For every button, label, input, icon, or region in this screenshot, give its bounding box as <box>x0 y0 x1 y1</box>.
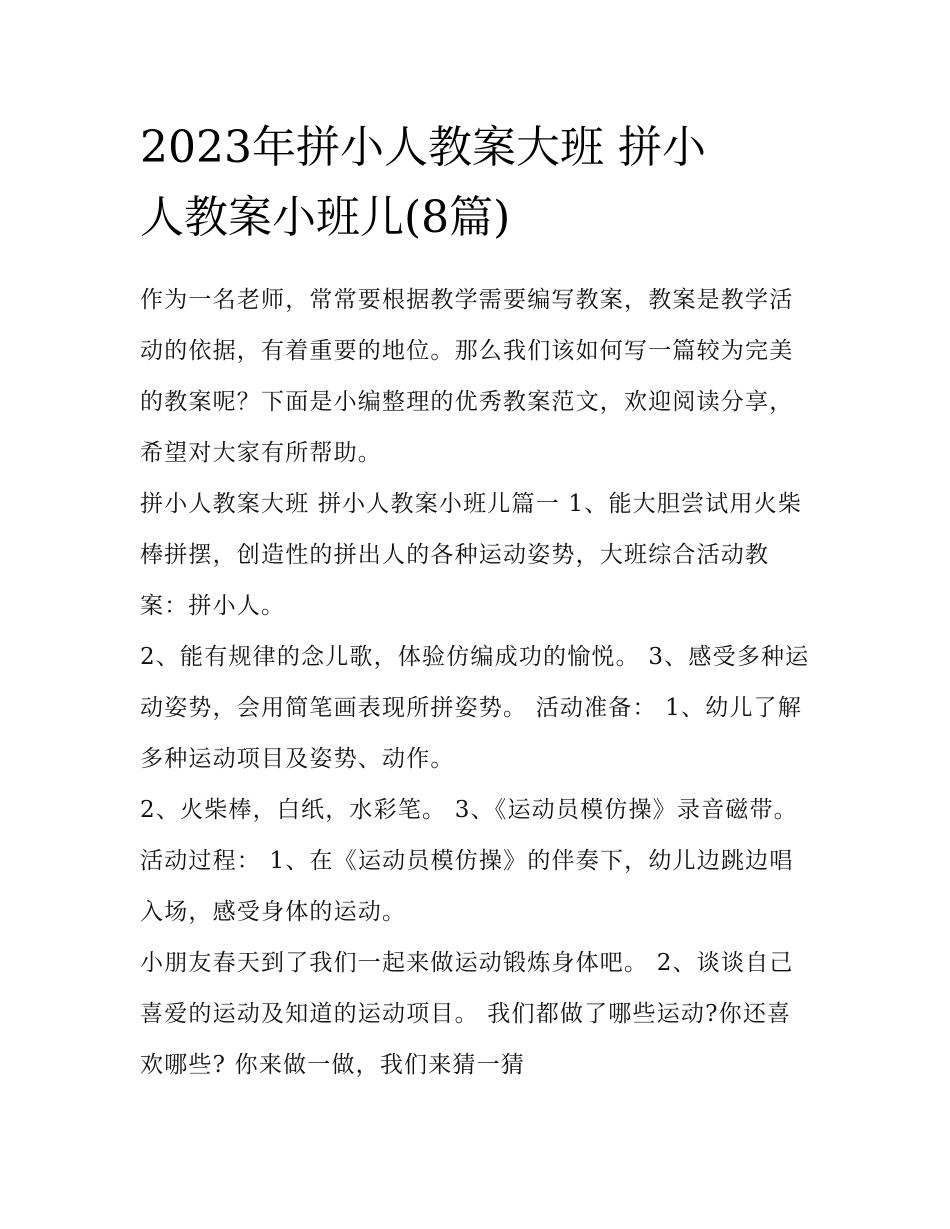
title-line-1: 2023年拼小人教案大班 拼小 <box>140 122 706 173</box>
title-line-2: 人教案小班儿(8篇) <box>140 192 511 243</box>
intro-paragraph: 作为一名老师，常常要根据教学需要编写教案，教案是教学活动的依据，有着重要的地位。那么我们该如何写一篇较为完美的教案呢？下面是小编整理的优秀教案范文，欢迎阅读分享，希望对大家有所帮助。 <box>140 287 794 466</box>
body-paragraph-2: 2、能有规律的念儿歌，体验仿编成功的愉悦。 3、感受多种运动姿势，会用简笔画表现所拼姿势。 活动准备： 1、幼儿了解多种运动项目及姿势、动作。 <box>140 644 810 772</box>
body-paragraph-1: 拼小人教案大班 拼小人教案小班儿篇一 1、能大胆尝试用火柴棒拼摆，创造性的拼出人的各种运动姿势，大班综合活动教案：拼小人。 <box>140 491 803 619</box>
body-paragraph-3: 2、火柴棒，白纸，水彩笔。 3、《运动员模仿操》录音磁带。 活动过程： 1、在《运动员模仿操》的伴奏下，幼儿边跳边唱入场，感受身体的运动。 <box>140 797 798 925</box>
document-body <box>140 275 812 1091</box>
document-title <box>140 113 812 253</box>
document-page <box>140 113 812 1091</box>
body-paragraph-4: 小朋友春天到了我们一起来做运动锻炼身体吧。 2、谈谈自己喜爱的运动及知道的运动项目。 我们都做了哪些运动?你还喜欢哪些? 你来做一做，我们来猜一猜 <box>140 950 794 1078</box>
